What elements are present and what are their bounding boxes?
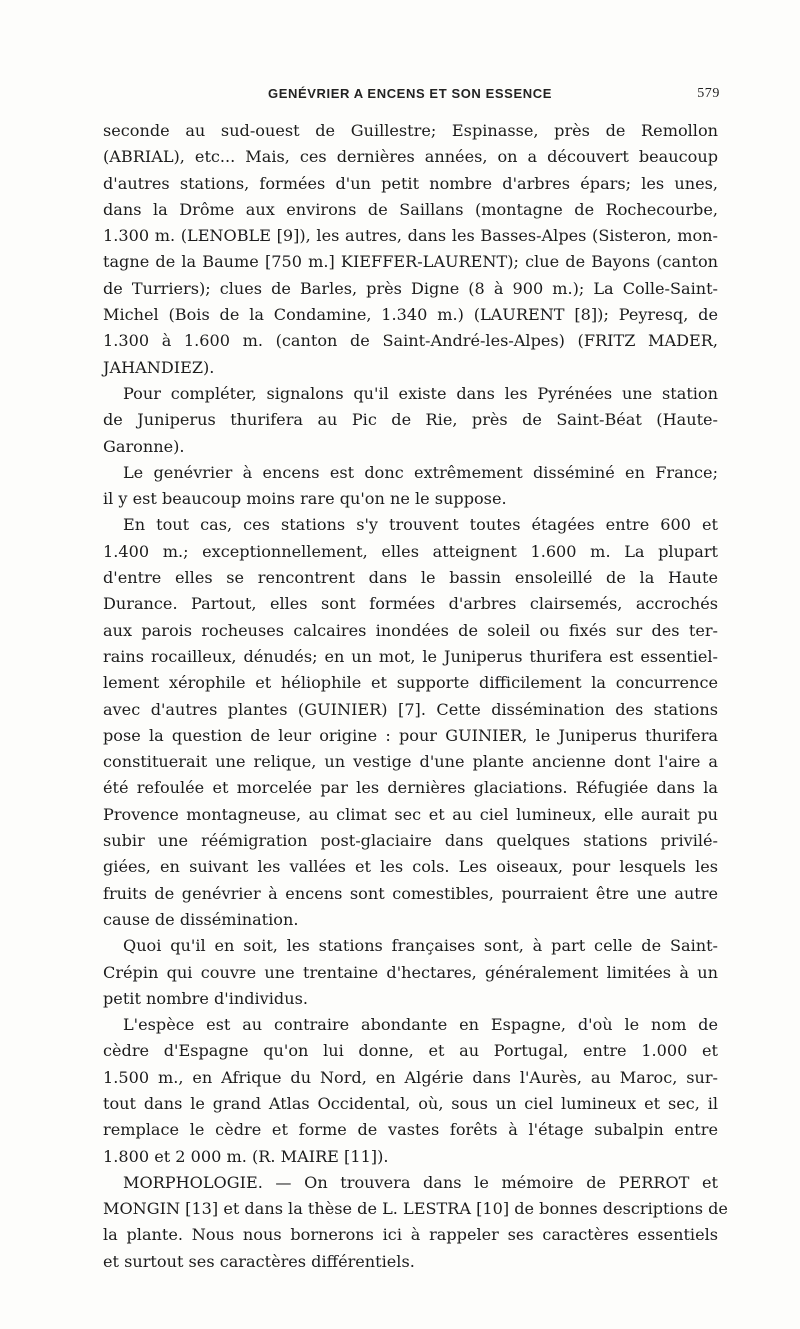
text-line: dans la Drôme aux environs de Saillans (montagne de Rochecourbe,: [103, 199, 718, 219]
text-line: Michel (Bois de la Condamine, 1.340 m.) (LAURENT [8]); Peyresq, de: [103, 305, 718, 325]
text-line: Provence montagneuse, au climat sec et au ciel lumineux, elle aurait pu: [103, 804, 718, 824]
text-line: subir une réémigration post-glaciaire dans quelques stations privilé-: [103, 831, 718, 851]
text-line: MONGIN [13] et dans la thèse de L. LESTRA [10] de bonnes descriptions de: [103, 1199, 728, 1219]
text-line: cèdre d'Espagne qu'on lui donne, et au Portugal, entre 1.000 et: [103, 1041, 718, 1061]
text-line: 1.400 m.; exceptionnellement, elles atteignent 1.600 m. La plupart: [103, 541, 718, 561]
text-line: aux parois rocheuses calcaires inondées de soleil ou fixés sur des ter-: [103, 620, 718, 640]
text-line: remplace le cèdre et forme de vastes forêts à l'étage subalpin entre: [103, 1120, 718, 1140]
text-line: pose la question de leur origine : pour GUINIER, le Juniperus thurifera: [103, 725, 718, 745]
text-line: L'espèce est au contraire abondante en Espagne, d'où le nom de: [123, 1015, 718, 1035]
text-line: 1.300 m. (LENOBLE [9]), les autres, dans les Basses-Alpes (Sisteron, mon-: [103, 226, 718, 246]
page-number: 579: [697, 86, 720, 101]
text-line: Le genévrier à encens est donc extrêmement disséminé en France;: [123, 462, 718, 482]
body-text: [103, 118, 728, 1275]
text-line: rains rocailleux, dénudés; en un mot, le Juniperus thurifera est essentiel-: [103, 646, 718, 666]
text-line: et surtout ses caractères différentiels.: [103, 1251, 415, 1271]
text-line: lement xérophile et héliophile et supporte difficilement la concurrence: [103, 673, 718, 693]
text-line: Crépin qui couvre une trentaine d'hectares, généralement limitées à un: [103, 962, 718, 982]
text-line: fruits de genévrier à encens sont comestibles, pourraient être une autre: [103, 883, 718, 903]
text-line: avec d'autres plantes (GUINIER) [7]. Cette dissémination des stations: [103, 699, 718, 719]
text-line: la plante. Nous nous bornerons ici à rappeler ses caractères essentiels: [103, 1225, 718, 1245]
text-line: seconde au sud-ouest de Guillestre; Espinasse, près de Remollon: [103, 121, 718, 140]
text-line: d'autres stations, formées d'un petit nombre d'arbres épars; les unes,: [103, 173, 718, 193]
text-line: constituerait une relique, un vestige d'une plante ancienne dont l'aire a: [103, 752, 718, 772]
text-line: MORPHOLOGIE. — On trouvera dans le mémoire de PERROT et: [123, 1172, 718, 1192]
text-line: Garonne).: [103, 436, 185, 456]
text-line: Pour compléter, signalons qu'il existe dans les Pyrénées une station: [123, 383, 718, 403]
running-title: GENÉVRIER A ENCENS ET SON ESSENCE: [268, 86, 552, 101]
text-line: de Turriers); clues de Barles, près Digne (8 à 900 m.); La Colle-Saint-: [103, 278, 718, 298]
text-line: (ABRIAL), etc... Mais, ces dernières années, on a découvert beaucoup: [103, 147, 718, 167]
text-line: 1.300 à 1.600 m. (canton de Saint-André-les-Alpes) (FRITZ MADER,: [103, 331, 718, 351]
text-line: tout dans le grand Atlas Occidental, où, sous un ciel lumineux et sec, il: [103, 1093, 718, 1113]
text-line: tagne de la Baume [750 m.] KIEFFER-LAURENT); clue de Bayons (canton: [103, 252, 718, 272]
text-line: 1.500 m., en Afrique du Nord, en Algérie dans l'Aurès, au Maroc, sur-: [103, 1067, 718, 1087]
text-line: été refoulée et morcelée par les dernières glaciations. Réfugiée dans la: [103, 778, 718, 798]
text-line: d'entre elles se rencontrent dans le bassin ensoleillé de la Haute: [103, 568, 718, 588]
text-line: Quoi qu'il en soit, les stations françaises sont, à part celle de Saint-: [123, 936, 718, 956]
running-header: [100, 86, 720, 108]
text-line: JAHANDIEZ).: [103, 357, 215, 377]
text-line: petit nombre d'individus.: [103, 988, 308, 1008]
text-line: Durance. Partout, elles sont formées d'arbres clairsemés, accrochés: [103, 594, 718, 614]
text-line: En tout cas, ces stations s'y trouvent toutes étagées entre 600 et: [123, 515, 718, 535]
text-line: cause de dissémination.: [103, 909, 299, 929]
text-line: il y est beaucoup moins rare qu'on ne le suppose.: [103, 489, 507, 509]
text-line: giées, en suivant les vallées et les cols. Les oiseaux, pour lesquels les: [103, 857, 718, 877]
text-line: de Juniperus thurifera au Pic de Rie, près de Saint-Béat (Haute-: [103, 410, 718, 430]
text-line: 1.800 et 2 000 m. (R. MAIRE [11]).: [103, 1146, 389, 1166]
